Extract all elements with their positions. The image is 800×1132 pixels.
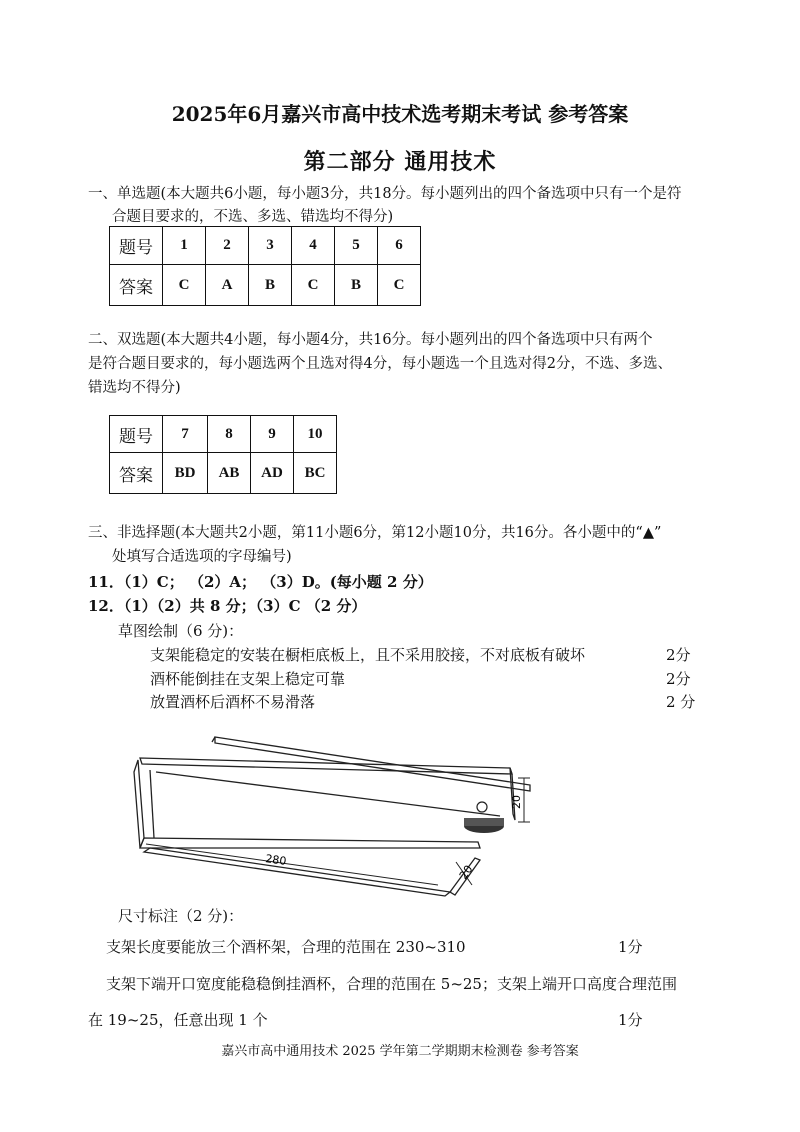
dimension-length-label: 280 — [264, 852, 288, 868]
answer-q11: 11．（1）C； （2）A； （3）D。(每小题 2 分） — [88, 573, 433, 591]
question-number-cell: 7 — [163, 416, 208, 453]
question-number-cell: 5 — [335, 227, 378, 265]
dimension-criterion: 支架下端开口宽度能稳稳倒挂酒杯，合理的范围在 5~25；支架上端开口高度合理范围 — [106, 975, 677, 993]
answer-cell: AD — [251, 453, 294, 494]
table-row — [110, 227, 421, 265]
header-label-cell: 题号 — [110, 227, 163, 265]
section1-instruction-line2: 合题目要求的，不选、多选、错选均不得分) — [112, 209, 394, 225]
sketch-criterion: 酒杯能倒挂在支架上稳定可靠 — [150, 670, 346, 688]
answer-label-cell: 答案 — [110, 453, 163, 494]
sketch-criterion: 放置酒杯后酒杯不易滑落 — [150, 693, 316, 711]
answer-cell: A — [206, 265, 249, 306]
sketch-criterion-score: 2 分 — [666, 693, 696, 711]
answer-cell: C — [292, 265, 335, 306]
double-choice-answer-table — [109, 415, 337, 494]
single-choice-answer-table — [109, 226, 421, 306]
dimension-height-label: 20 — [510, 795, 523, 809]
answer-cell: C — [378, 265, 421, 306]
answer-label-cell: 答案 — [110, 265, 163, 306]
table-row — [110, 265, 421, 306]
question-number-cell: 6 — [378, 227, 421, 265]
answer-cell: AB — [208, 453, 251, 494]
dimension-criterion: 在 19~25，任意出现 1 个 — [88, 1011, 268, 1029]
sketch-criterion: 支架能稳定的安装在橱柜底板上，且不采用胶接，不对底板有破坏 — [150, 646, 586, 664]
bracket-sketch-drawing — [120, 730, 560, 900]
answer-q12: 12．（1）（2）共 8 分；（3）C （2 分） — [88, 597, 367, 615]
section3-instruction-line2: 处填写合适选项的字母编号) — [112, 549, 292, 565]
section2-instruction-line3: 错选均不得分) — [88, 380, 181, 396]
dimension-criterion-score: 1分 — [618, 938, 643, 956]
sketch-criterion-score: 2分 — [666, 646, 691, 664]
sketch-criterion-score: 2分 — [666, 670, 691, 688]
part-title: 第二部分 通用技术 — [303, 149, 497, 175]
page-title: 2025年6月嘉兴市高中技术选考期末考试 参考答案 — [171, 102, 629, 126]
section2-instruction-line2: 是符合题目要求的，每小题选两个且选对得4分，每小题选一个且选对得2分，不选、多选、 — [88, 356, 672, 372]
answer-cell: B — [335, 265, 378, 306]
question-number-cell: 9 — [251, 416, 294, 453]
dimension-criterion: 支架长度要能放三个酒杯架，合理的范围在 230~310 — [106, 938, 466, 956]
answer-cell: C — [163, 265, 206, 306]
section3-instruction-line1: 三、非选择题(本大题共2小题，第11小题6分，第12小题10分，共16分。各小题中的“▲” — [88, 525, 662, 541]
page-footer: 嘉兴市高中通用技术 2025 学年第二学期期末检测卷 参考答案 — [221, 1044, 579, 1059]
question-number-cell: 10 — [294, 416, 337, 453]
answer-cell: BC — [294, 453, 337, 494]
question-number-cell: 4 — [292, 227, 335, 265]
question-number-cell: 1 — [163, 227, 206, 265]
question-number-cell: 2 — [206, 227, 249, 265]
dimension-opening-label: 20 — [456, 862, 476, 882]
question-number-cell: 3 — [249, 227, 292, 265]
section1-instruction-line1: 一、单选题(本大题共6小题，每小题3分，共18分。每小题列出的四个备选项中只有一个是符 — [88, 186, 682, 202]
section2-instruction-line1: 二、双选题(本大题共4小题，每小题4分，共16分。每小题列出的四个备选项中只有两个 — [88, 332, 653, 348]
answer-cell: BD — [163, 453, 208, 494]
sketch-section-title: 草图绘制（6 分)： — [118, 622, 244, 640]
dimension-criterion-score: 1分 — [618, 1011, 643, 1029]
header-label-cell: 题号 — [110, 416, 163, 453]
table-row — [110, 453, 337, 494]
answer-cell: B — [249, 265, 292, 306]
question-number-cell: 8 — [208, 416, 251, 453]
dimension-section-title: 尺寸标注（2 分)： — [118, 907, 244, 925]
table-row — [110, 416, 337, 453]
